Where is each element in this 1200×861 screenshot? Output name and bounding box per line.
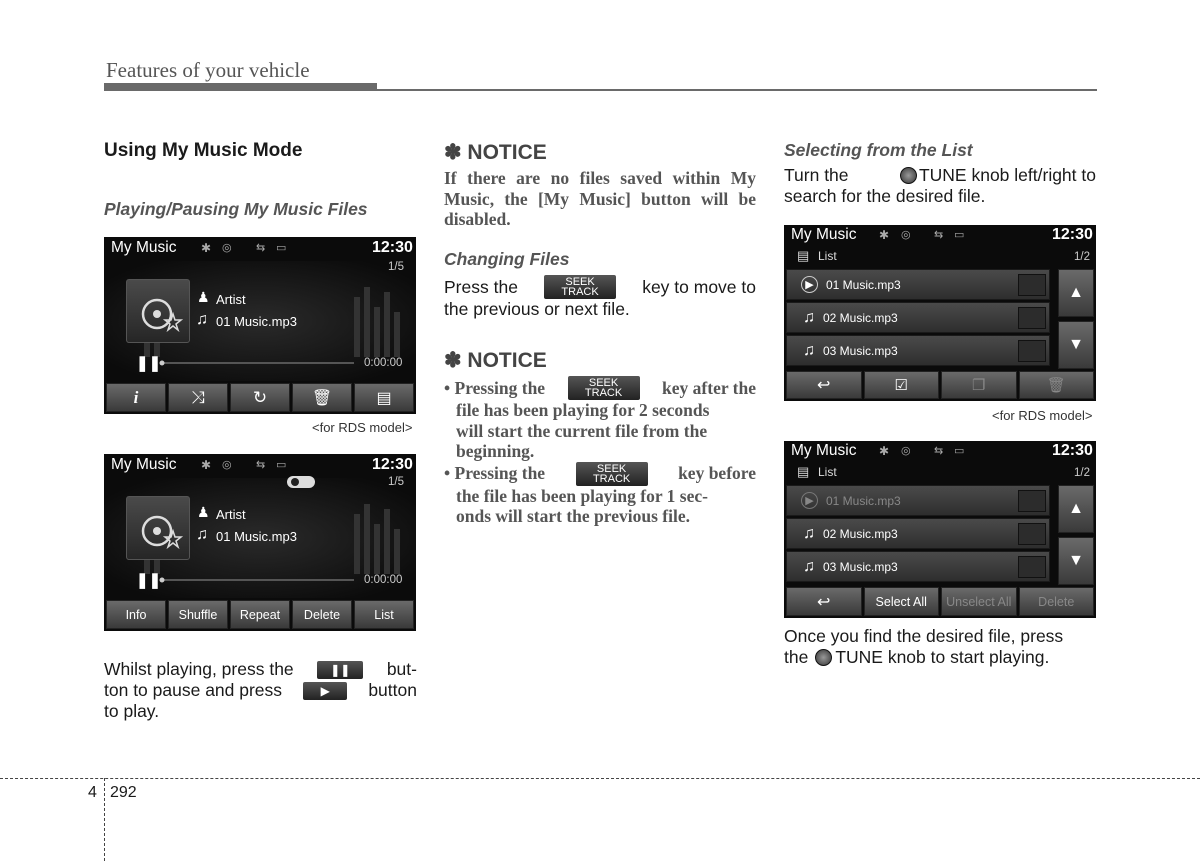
bluetooth-icon: ✱	[201, 241, 212, 255]
running-header: Features of your vehicle	[106, 58, 310, 82]
battery-icon: ▭	[276, 242, 287, 254]
screen-list-icons	[784, 225, 1096, 401]
pause-icon[interactable]: ❚❚	[136, 572, 162, 589]
notice-text: If there are no files saved within My Music, the [My Music] button will be disabled.	[444, 168, 756, 229]
page-number: 292	[110, 784, 137, 801]
unselect-all-icon[interactable]: ❐	[941, 371, 1017, 399]
track-count: 1/5	[388, 261, 404, 273]
row-checkbox[interactable]	[1018, 556, 1046, 578]
para-text: TUNE knob to start playing.	[835, 647, 1050, 667]
artist-name: Artist	[216, 292, 246, 307]
track-count: 1/5	[388, 476, 404, 488]
screen-title: My Music	[111, 239, 177, 256]
artist-name: Artist	[216, 507, 246, 522]
subheading-playing: Playing/Pausing My Music Files	[104, 199, 368, 219]
clock: 12:30	[1052, 442, 1093, 459]
usb-icon: ⇆	[256, 459, 266, 471]
row-checkbox[interactable]	[1018, 490, 1046, 512]
music-note-icon: ♫	[803, 524, 815, 542]
tune-knob-icon	[815, 649, 832, 666]
bullet-text: key before	[678, 463, 756, 484]
list-row[interactable]	[786, 335, 1050, 366]
play-pause-paragraph	[104, 659, 417, 722]
repeat-button[interactable]: Repeat	[230, 600, 290, 629]
para-text: TUNE knob left/right to	[918, 165, 1096, 185]
list-label: List	[818, 249, 837, 263]
battery-icon: ▭	[276, 459, 287, 471]
row-checkbox[interactable]	[1018, 523, 1046, 545]
list-icon[interactable]: ▤	[354, 383, 414, 412]
list-row[interactable]	[786, 302, 1050, 333]
selecting-paragraph	[784, 165, 1096, 207]
seek-track-key-icon	[544, 275, 616, 299]
play-icon: ▶	[801, 492, 818, 509]
music-note-icon: ♫	[196, 526, 208, 543]
track-label: TRACK	[592, 472, 631, 485]
disc-icon: ◎	[901, 445, 911, 457]
softkey-bar	[786, 371, 1094, 399]
artist-icon: ♟	[197, 504, 210, 520]
para-text: but-	[386, 659, 417, 679]
shuffle-icon[interactable]: ⤨	[168, 383, 228, 412]
cd-icon	[127, 280, 191, 344]
pause-key-icon: ❚❚	[317, 661, 363, 679]
bullet-text: key after the	[662, 377, 756, 398]
clock: 12:30	[372, 456, 413, 473]
disc-icon: ◎	[222, 459, 232, 471]
music-note-icon: ♫	[803, 308, 815, 326]
list-row[interactable]	[786, 269, 1050, 300]
pause-icon[interactable]: ❚❚	[136, 355, 162, 372]
para-text: button	[368, 680, 417, 700]
info-button[interactable]: Info	[106, 600, 166, 629]
caption-rds: <for RDS model>	[312, 420, 413, 435]
play-key-icon: ▶	[303, 682, 347, 700]
disc-icon: ◎	[901, 229, 911, 241]
para-text: Once you find the desired file, press	[784, 626, 1064, 646]
screen-title: My Music	[791, 442, 857, 459]
bullet-text: • Pressing the	[444, 377, 546, 398]
battery-icon: ▭	[954, 445, 965, 457]
bullet-text: the file has been playing for 1 sec-	[456, 485, 708, 506]
row-label: 01 Music.mp3	[826, 277, 901, 292]
list-row[interactable]	[786, 485, 1050, 516]
para-text: Whilst playing, press the	[104, 659, 294, 679]
track-label: TRACK	[561, 286, 599, 298]
notice-title-2: ✽ NOTICE	[444, 349, 547, 372]
elapsed-time: 0:00:00	[364, 574, 403, 586]
album-art	[126, 496, 190, 560]
bullet-text: file has been playing for 2 seconds	[456, 400, 710, 420]
subheading-selecting: Selecting from the List	[784, 140, 973, 160]
para-text: Turn the	[784, 165, 849, 185]
bluetooth-icon: ✱	[879, 228, 890, 242]
bullet-text: beginning.	[456, 441, 535, 461]
back-icon[interactable]: ↩	[786, 371, 862, 399]
track-label: TRACK	[584, 387, 623, 399]
scroll-up-button[interactable]: ▲	[1058, 269, 1094, 317]
seek-label: SEEK	[596, 462, 627, 475]
row-label: 02 Music.mp3	[823, 310, 898, 325]
section-heading: Using My Music Mode	[104, 140, 303, 161]
delete-button[interactable]: Delete	[292, 600, 352, 629]
scroll-up-button[interactable]: ▲	[1058, 485, 1094, 533]
playing-paragraph	[784, 626, 1096, 668]
para-text: the previous or next file.	[444, 299, 630, 319]
select-all-icon[interactable]: ☑	[864, 371, 940, 399]
elapsed-time: 0:00:00	[364, 357, 403, 369]
list-button[interactable]: List	[354, 600, 414, 629]
file-name: 01 Music.mp3	[216, 529, 297, 544]
softkey-bar	[106, 600, 414, 629]
list-icon: ▤	[797, 248, 810, 263]
info-icon[interactable]: i	[106, 383, 166, 412]
music-note-icon: ♫	[803, 557, 815, 575]
row-label: 03 Music.mp3	[823, 559, 898, 574]
delete-icon[interactable]: 🗑	[1019, 371, 1095, 399]
clock: 12:30	[372, 239, 413, 256]
bluetooth-icon: ✱	[201, 458, 212, 472]
screen-my-music-text	[104, 454, 416, 631]
list-label: List	[818, 465, 837, 479]
bullet-text: will start the current file from the	[456, 420, 708, 441]
list-row[interactable]	[786, 551, 1050, 582]
music-note-icon: ♫	[803, 341, 815, 359]
disc-icon: ◎	[222, 242, 232, 254]
row-checkbox[interactable]	[1018, 307, 1046, 329]
bluetooth-icon: ✱	[879, 444, 890, 458]
screen-title: My Music	[111, 456, 177, 473]
bullet-text: onds will start the previous file.	[456, 506, 690, 526]
scroll-down-button[interactable]: ▼	[1058, 321, 1094, 369]
bullet-text: • Pressing the	[444, 463, 546, 484]
file-name: 01 Music.mp3	[216, 314, 297, 329]
music-note-icon: ♫	[196, 311, 208, 328]
notice-bullets	[444, 376, 756, 527]
caption-rds: <for RDS model>	[992, 408, 1093, 423]
screen-title: My Music	[791, 226, 857, 243]
row-checkbox[interactable]	[1018, 274, 1046, 296]
delete-button[interactable]: Delete	[1019, 587, 1095, 616]
back-icon[interactable]: ↩	[786, 587, 862, 616]
seek-track-key-icon	[568, 376, 640, 400]
row-label: 01 Music.mp3	[826, 493, 901, 508]
delete-icon[interactable]: 🗑	[292, 383, 352, 412]
para-text: search for the desired file.	[784, 186, 986, 206]
changing-paragraph	[444, 275, 756, 320]
unselect-all-button[interactable]: Unselect All	[941, 587, 1017, 616]
row-checkbox[interactable]	[1018, 340, 1046, 362]
repeat-icon[interactable]: ↻	[230, 383, 290, 412]
row-label: 02 Music.mp3	[823, 526, 898, 541]
para-text: the	[784, 647, 809, 667]
scroll-down-button[interactable]: ▼	[1058, 537, 1094, 585]
screen-list-text	[784, 441, 1096, 618]
usb-icon: ⇆	[934, 445, 944, 457]
list-icon: ▤	[797, 464, 810, 479]
usb-icon: ⇆	[256, 242, 266, 254]
para-text: to play.	[104, 701, 160, 721]
softkey-bar	[106, 383, 414, 412]
tune-knob-icon	[900, 167, 917, 184]
seek-track-key-icon	[576, 462, 648, 486]
clock: 12:30	[1052, 226, 1093, 243]
footer-divider	[104, 778, 105, 861]
chapter-number: 4	[88, 784, 97, 801]
battery-icon: ▭	[954, 229, 965, 241]
para-text: ton to pause and press	[104, 680, 283, 700]
notice-title: ✽ NOTICE	[444, 141, 547, 164]
play-icon: ▶	[801, 276, 818, 293]
page-indicator: 1/2	[1074, 251, 1090, 263]
screen-my-music-icons	[104, 237, 416, 414]
subheading-changing: Changing Files	[444, 249, 570, 269]
artist-icon: ♟	[197, 289, 210, 305]
page-indicator: 1/2	[1074, 467, 1090, 479]
select-all-button[interactable]: Select All	[864, 587, 940, 616]
header-rule	[104, 89, 1097, 91]
album-art	[126, 279, 190, 343]
para-text: Press the	[444, 276, 518, 297]
shuffle-button[interactable]: Shuffle	[168, 600, 228, 629]
row-label: 03 Music.mp3	[823, 343, 898, 358]
seek-label: SEEK	[588, 377, 619, 389]
list-row[interactable]	[786, 518, 1050, 549]
seek-label: SEEK	[565, 276, 595, 288]
footer-rule	[0, 778, 1200, 779]
para-text: key to move to	[642, 276, 756, 297]
usb-icon: ⇆	[934, 229, 944, 241]
cd-icon	[127, 497, 191, 561]
softkey-bar	[786, 587, 1094, 616]
